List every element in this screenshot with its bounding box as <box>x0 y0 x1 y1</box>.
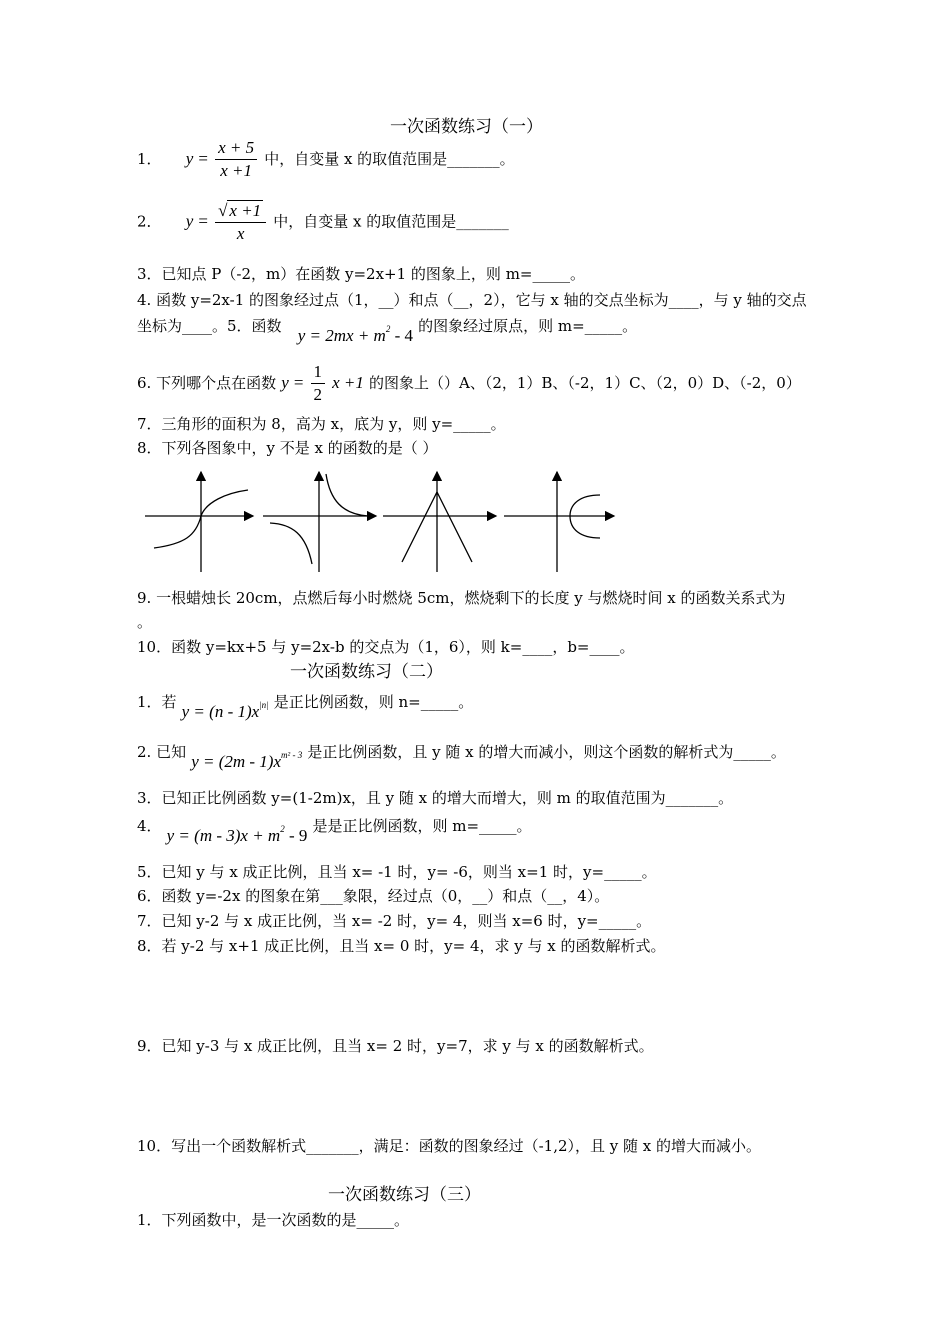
question-2-5: 5．已知 y 与 x 成正比例，且当 x= -1 时，y= -6，则当 x=1 时，y=_____。 <box>137 863 657 881</box>
formula-equals: = <box>198 211 208 231</box>
question-2-8: 8．若 y-2 与 x+1 成正比例，且当 x= 0 时，y= 4，求 y 与 x 的函数解析式。 <box>137 937 666 955</box>
formula-y: y <box>185 211 194 231</box>
question-text: 是正比例函数，则 n=_____。 <box>273 693 474 711</box>
question-1-9-line-1: 9. 一根蜡烛长 20cm，点燃后每小时燃烧 5cm，燃烧剩下的长度 y 与燃烧时间 x 的函数关系式为 <box>137 589 786 607</box>
section-2-title: 一次函数练习（二） <box>290 662 443 682</box>
question-1-7: 7．三角形的面积为 8，高为 x，底为 y，则 y=_____。 <box>137 415 506 433</box>
formula: $y = (n - 1)x^{|n|}$ <box>181 700 269 721</box>
question-text: 是正比例函数，且 y 随 x 的增大而减小，则这个函数的解析式为_____。 <box>307 743 786 761</box>
graph-b <box>263 472 376 572</box>
question-1-6 <box>137 362 801 405</box>
formula: $y = (2m - 1)x^{m^2 - 3}$ <box>191 750 303 771</box>
fraction-numerator: 1 <box>311 362 326 384</box>
fraction-numerator: x + 5 <box>215 138 257 160</box>
function-graphs <box>140 466 620 576</box>
sqrt-icon: √ <box>218 201 228 220</box>
question-1-3: 3．已知点 P（-2，m）在函数 y=2x+1 的图象上，则 m=_____。 <box>137 265 585 283</box>
question-text: 中，自变量 x 的取值范围是_______。 <box>264 150 515 168</box>
question-text: 的图象上（）A、（2，1）B、（-2，1）C、（2，0）D、（-2，0） <box>368 374 801 392</box>
question-2-7: 7．已知 y-2 与 x 成正比例，当 x= -2 时，y= 4，则当 x=6 时，y=_____。 <box>137 912 652 930</box>
formula: $y = (m - 3)x + m^2 - 9$ <box>166 824 308 845</box>
question-2-3: 3．已知正比例函数 y=(1-2m)x，且 y 随 x 的增大而增大，则 m 的取值范围为_______。 <box>137 789 734 807</box>
question-number: 2． <box>137 212 162 231</box>
question-number: 4． <box>137 817 162 835</box>
fraction-denominator: 2 <box>313 385 323 404</box>
question-1-4-line-1: 4. 函数 y=2x-1 的图象经过点（1，__）和点（__，2），它与 x 轴的交点坐标为____，与 y 轴的交点 <box>137 291 807 309</box>
question-text: 是是正比例函数，则 m=_____。 <box>312 817 532 835</box>
question-1-4-5-line-2 <box>137 314 638 345</box>
question-text: 的图象经过原点，则 m=_____。 <box>418 317 638 335</box>
question-text: 中，自变量 x 的取值范围是_______ <box>273 212 509 231</box>
graph-a <box>145 472 253 572</box>
formula-equals: = <box>198 149 208 168</box>
section-1-title: 一次函数练习（一） <box>390 117 543 137</box>
sqrt-radicand: x +1 <box>229 201 262 220</box>
fraction <box>215 138 257 181</box>
graph-c <box>383 472 496 572</box>
question-text: 坐标为____。5．函数 <box>137 317 282 335</box>
question-1-9-line-2: 。 <box>137 613 153 631</box>
question-1-2 <box>137 200 509 244</box>
graph-d <box>504 472 614 572</box>
formula-y: y <box>281 373 289 392</box>
question-2-4 <box>137 814 532 845</box>
question-2-6: 6．函数 y=-2x 的图象在第___象限，经过点（0，__）和点（__，4）。 <box>137 887 610 905</box>
formula: $y = 2mx + m^2 - 4$ <box>297 324 413 345</box>
question-2-1 <box>137 690 474 721</box>
question-text: 2. 已知 <box>137 743 187 761</box>
formula-rest: x +1 <box>332 373 364 392</box>
fraction-denominator: x <box>236 224 245 243</box>
fraction-denominator: x +1 <box>220 161 252 180</box>
question-number: 1． <box>137 150 162 168</box>
formula-equals: = <box>293 373 304 392</box>
question-text: 6. 下列哪个点在函数 <box>137 374 277 392</box>
formula-y: y <box>185 149 194 168</box>
question-text: 1．若 <box>137 693 177 711</box>
question-3-1: 1．下列函数中，是一次函数的是_____。 <box>137 1211 410 1229</box>
question-2-10: 10．写出一个函数解析式_______，满足：函数的图象经过（-1,2），且 y 随 x 的增大而减小。 <box>137 1137 762 1155</box>
fraction <box>311 362 326 405</box>
question-1-1 <box>137 138 515 181</box>
question-1-10: 10．函数 y=kx+5 与 y=2x-b 的交点为（1，6），则 k=____，b=____。 <box>137 638 635 656</box>
section-3-title: 一次函数练习（三） <box>328 1185 481 1205</box>
fraction <box>215 200 266 244</box>
question-2-9: 9．已知 y-3 与 x 成正比例，且当 x= 2 时，y=7，求 y 与 x 的函数解析式。 <box>137 1037 654 1055</box>
question-2-2 <box>137 740 786 771</box>
question-1-8: 8．下列各图象中，y 不是 x 的函数的是（ ） <box>137 439 438 457</box>
